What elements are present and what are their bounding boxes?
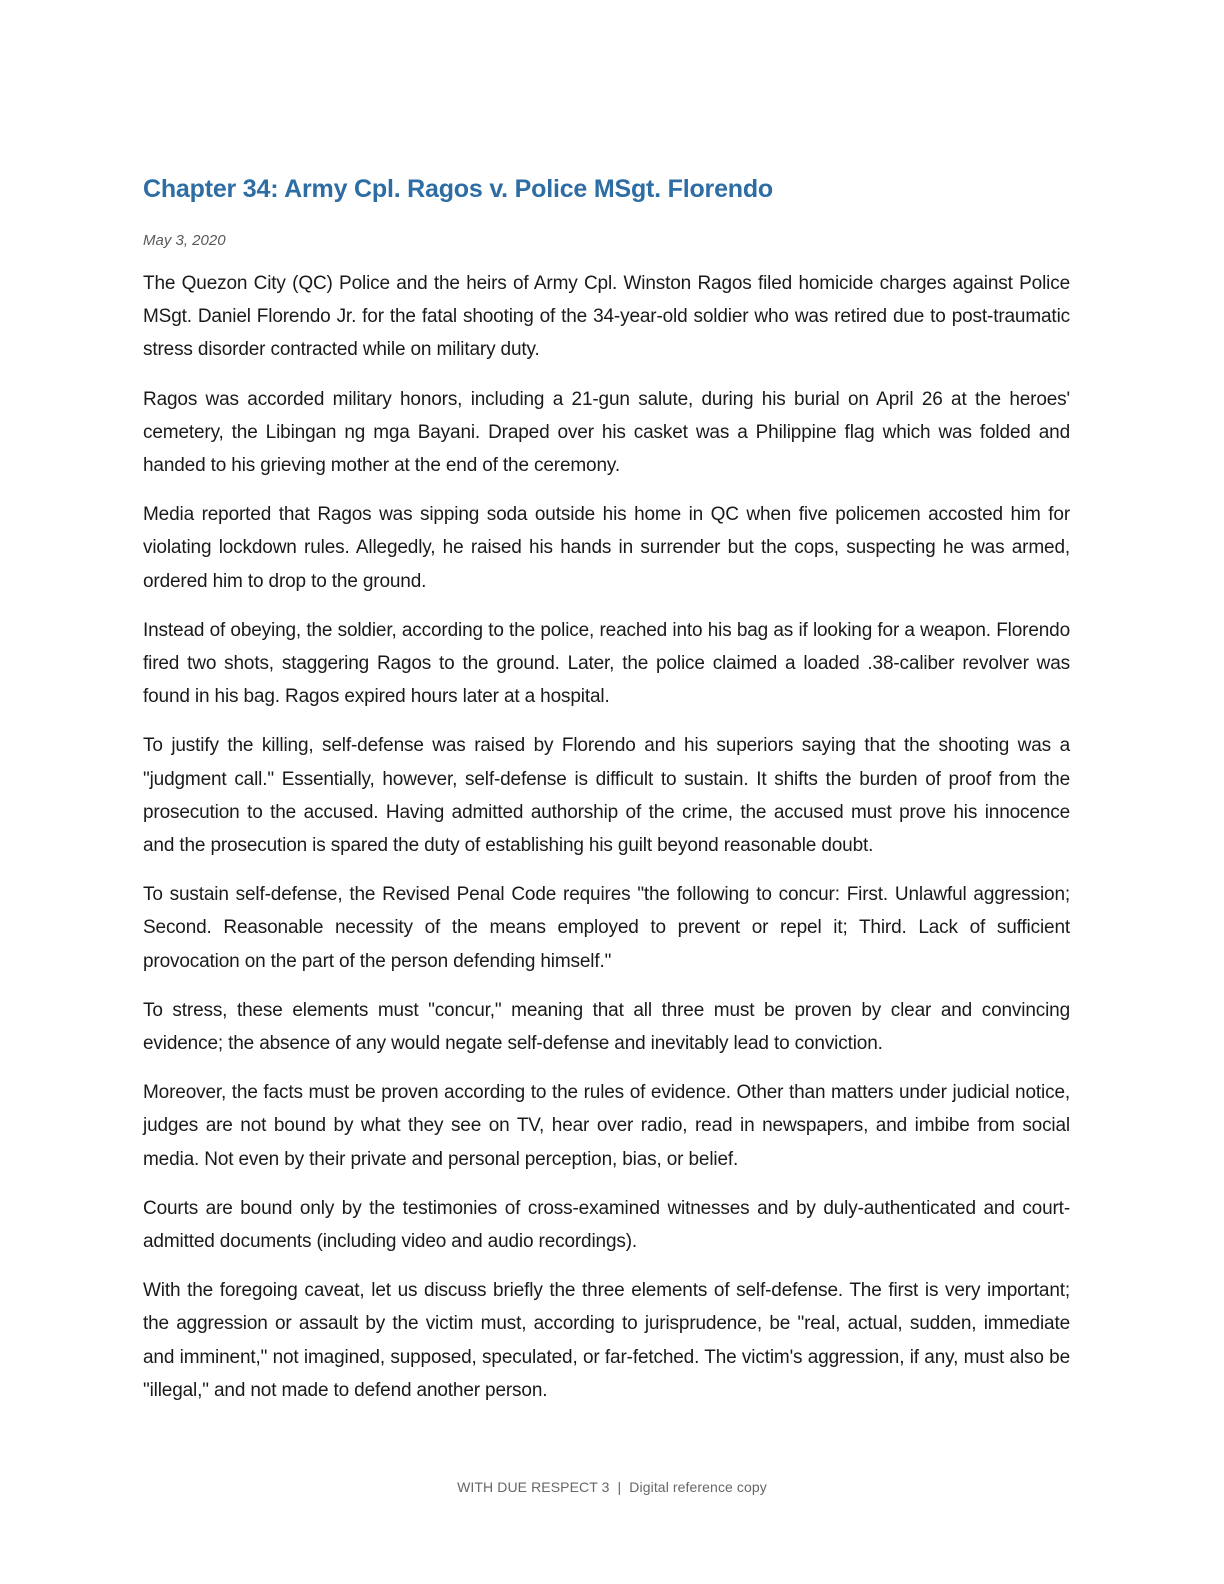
footer-separator: | xyxy=(617,1479,622,1495)
publication-date: May 3, 2020 xyxy=(143,232,226,249)
page-footer xyxy=(0,1479,1224,1495)
paragraph: To justify the killing, self-defense was raised by Florendo and his superiors saying that the shooting was a "judgment call." Essentially, however, self-defense is difficult to sustain. It shifts the burden of proof from the prosecution to the accused. Having admitted authorship of the crime, the accused must prove his innocence and the prosecution is spared the duty of establishing his guilt beyond reasonable doubt. xyxy=(143,735,1070,857)
paragraph: Ragos was accorded military honors, including a 21-gun salute, during his burial on April 26 at the heroes' cemetery, the Libingan ng mga Bayani. Draped over his casket was a Philippine flag which was folded and handed to his grieving mother at the end of the ceremony. xyxy=(143,388,1070,477)
paragraph: To stress, these elements must "concur," meaning that all three must be proven by clear and convincing evidence; the absence of any would negate self-defense and inevitably lead to conviction. xyxy=(143,999,1070,1055)
document-page xyxy=(143,170,1070,1423)
paragraph: Moreover, the facts must be proven according to the rules of evidence. Other than matters under judicial notice, judges are not bound by what they see on TV, hear over radio, read in newspapers, and imbibe from social media. Not even by their private and personal perception, bias, or belief. xyxy=(143,1082,1070,1170)
paragraph: Media reported that Ragos was sipping soda outside his home in QC when five policemen accosted him for violating lockdown rules. Allegedly, he raised his hands in surrender but the cops, suspecting he was armed, ordered him to drop to the ground. xyxy=(143,504,1070,592)
paragraph: To sustain self-defense, the Revised Penal Code requires "the following to concur: First. Unlawful aggression; Second. Reasonable necessity of the means employed to prevent or repel it; Third. Lack of sufficient provocation on the part of the person defending himself." xyxy=(143,884,1070,972)
paragraph: Instead of obeying, the soldier, according to the police, reached into his bag as if looking for a weapon. Florendo fired two shots, staggering Ragos to the ground. Later, the police claimed a loaded .38-caliber revolver was found in his bag. Ragos expired hours later at a hospital. xyxy=(143,619,1070,708)
paragraph: With the foregoing caveat, let us discuss briefly the three elements of self-defense. The first is very important; the aggression or assault by the victim must, according to jurisprudence, be "real, actual, sudden, immediate and imminent," not imagined, supposed, speculated, or far-fetched. The victim's aggression, if any, must also be "illegal," and not made to defend another person. xyxy=(143,1280,1070,1401)
footer-copy-note: Digital reference copy xyxy=(629,1479,767,1495)
footer-book-title: WITH DUE RESPECT 3 xyxy=(457,1479,610,1495)
article-body xyxy=(143,267,1070,1407)
chapter-title: Chapter 34: Army Cpl. Ragos v. Police MSgt. Florendo xyxy=(143,175,773,203)
paragraph: Courts are bound only by the testimonies of cross-examined witnesses and by duly-authenticated and court-admitted documents (including video and audio recordings). xyxy=(143,1197,1070,1253)
paragraph: The Quezon City (QC) Police and the heirs of Army Cpl. Winston Ragos filed homicide charges against Police MSgt. Daniel Florendo Jr. for the fatal shooting of the 34-year-old soldier who was retired due to post-traumatic stress disorder contracted while on military duty. xyxy=(143,273,1070,361)
